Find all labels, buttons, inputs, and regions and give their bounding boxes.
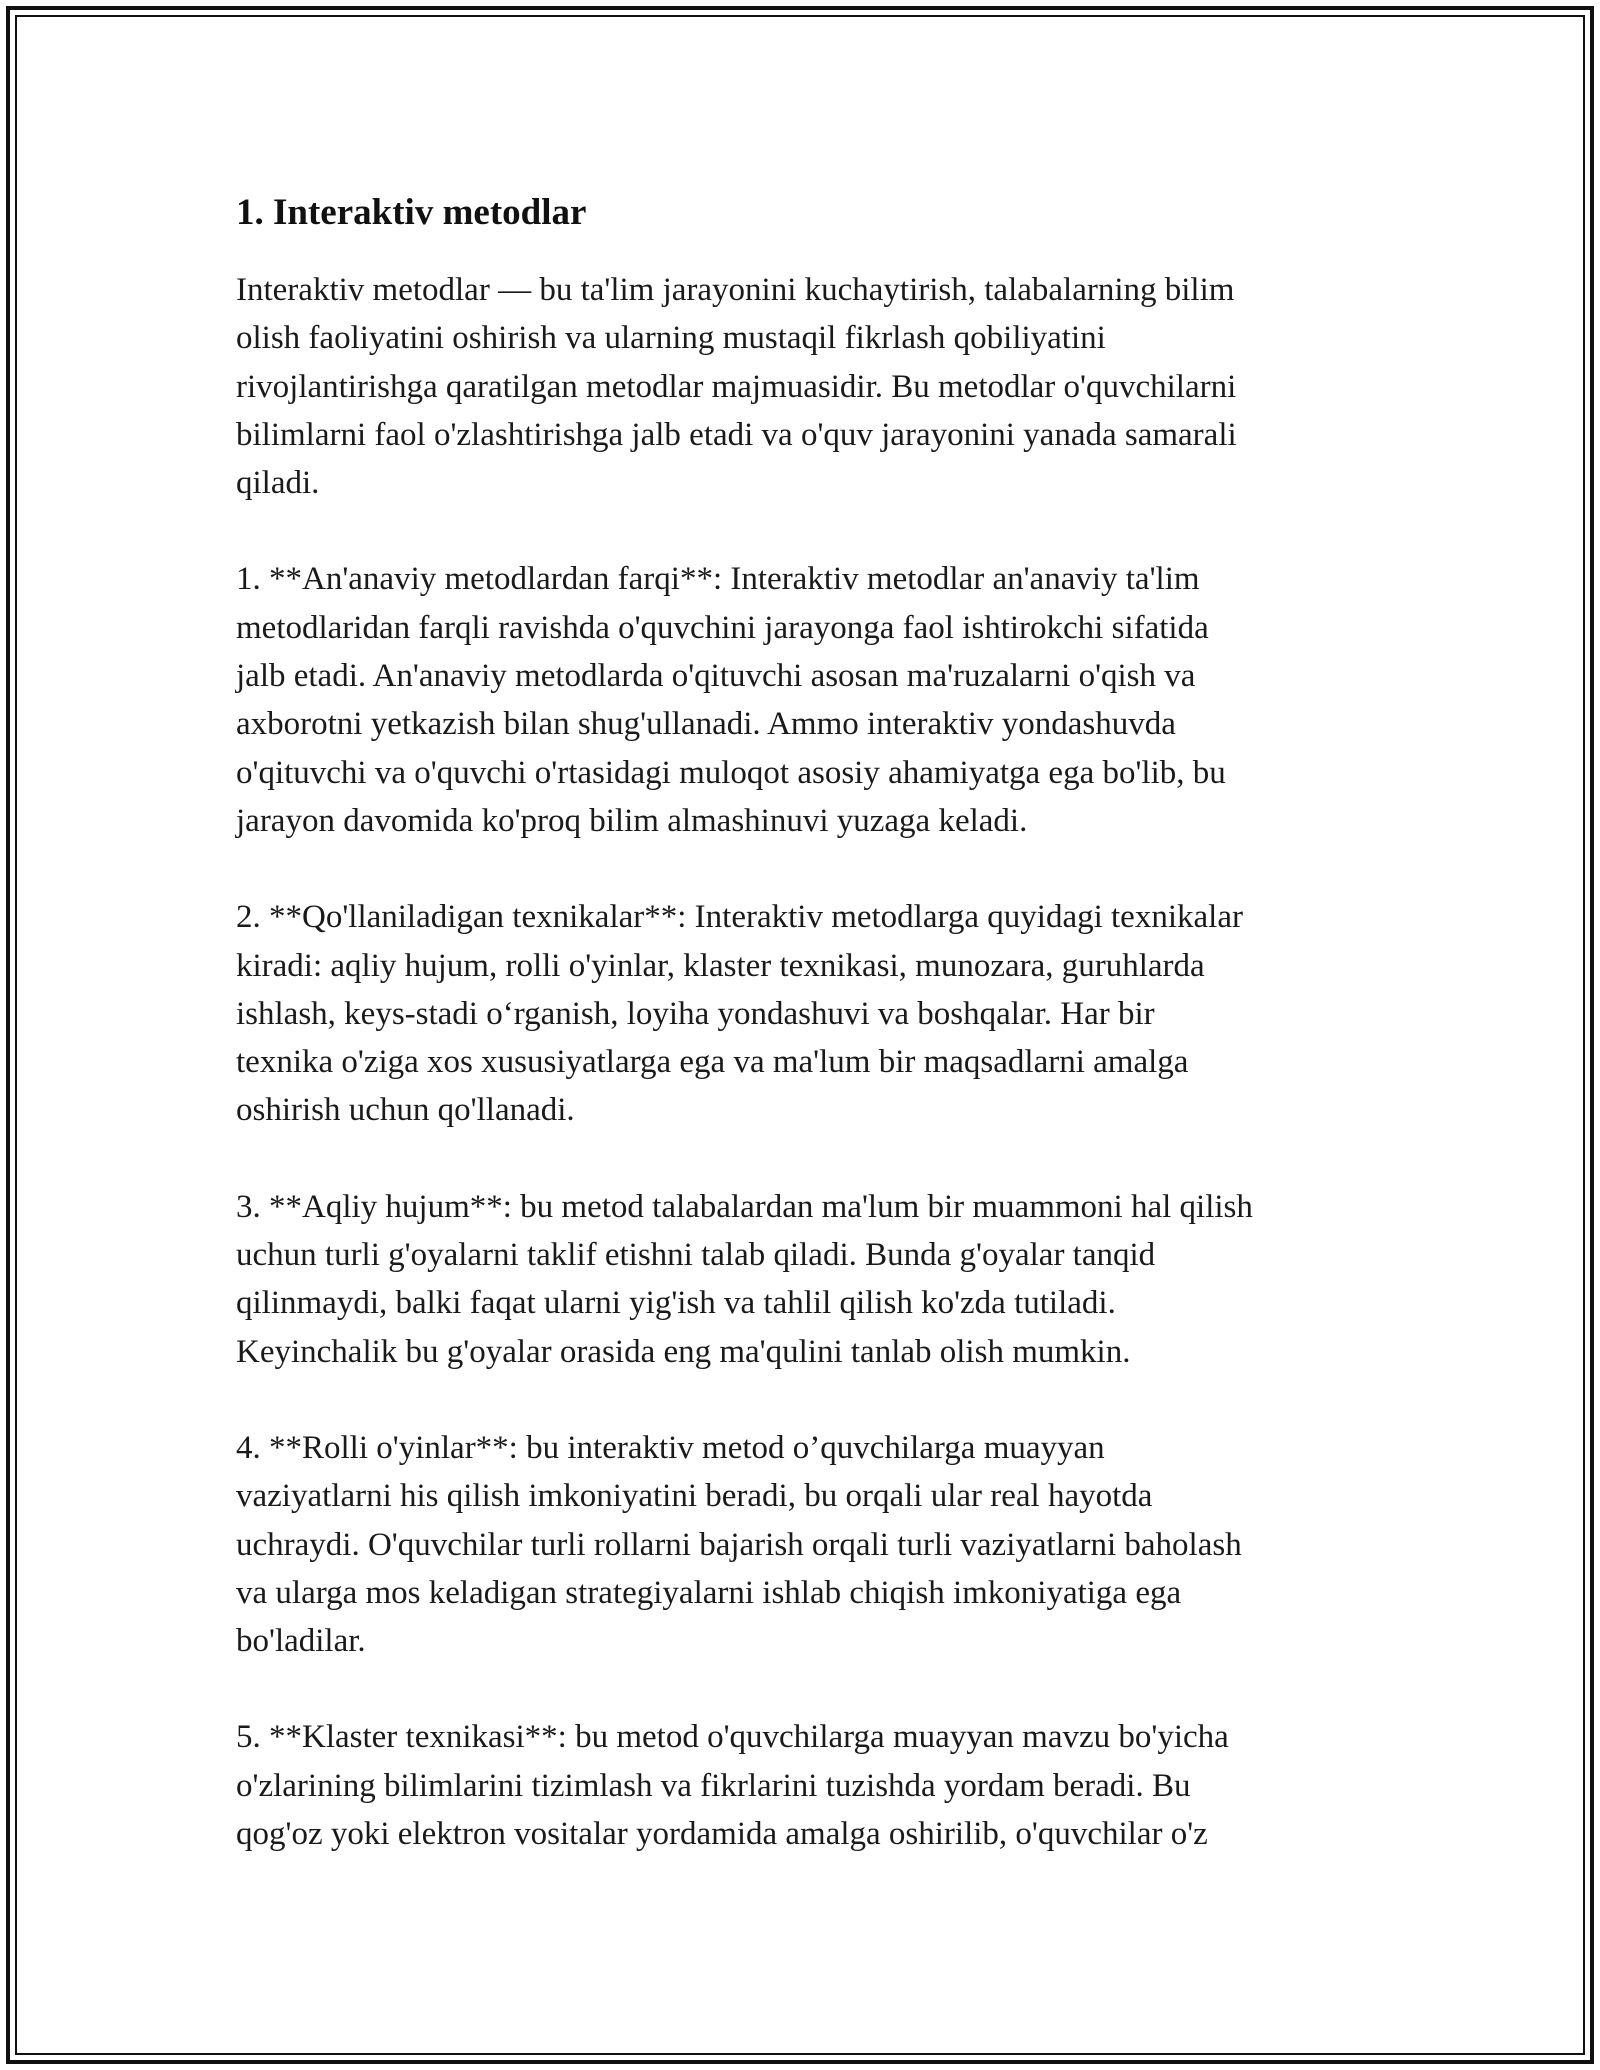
list-item-3-paragraph: 3. **Aqliy hujum**: bu metod talabalardan ma'lum bir muammoni hal qilish uchun turli g'oyalarni taklif etishni talab qiladi. Bunda g'oyalar tanqid qilinmaydi, balki faqat ularni yig'ish va tahlil qilish ko'zda tutiladi. Keyinchalik bu g'oyalar orasida eng ma'qulini tanlab olish mumkin. [236, 1188, 1253, 1370]
list-item-1-paragraph: 1. **An'anaviy metodlardan farqi**: Interaktiv metodlar an'anaviy ta'lim metodlaridan farqli ravishda o'quvchini jarayonga faol ishtirokchi sifatida jalb etadi. An'anaviy metodlarda o'qituvchi asosan ma'ruzalarni o'qish va axborotni yetkazish bilan shug'ullanadi. Ammo interaktiv yondashuvda o'qituvchi va o'quvchi o'rtasidagi muloqot asosiy ahamiyatga ega bo'lib, bu jarayon davomida ko'proq bilim almashinuvi yuzaga keladi. [236, 561, 1226, 839]
document-body [236, 186, 1386, 1906]
intro-paragraph: Interaktiv metodlar — bu ta'lim jarayonini kuchaytirish, talabalarning bilim olish faoliyatini oshirish va ularning mustaqil fikrlash qobiliyatini rivojlantirishga qaratilgan metodlar majmuasidir. Bu metodlar o'quvchilarni bilimlarni faol o'zlashtirishga jalb etadi va o'quv jarayonini yanada samarali qiladi. [236, 272, 1237, 502]
section-heading: 1. Interaktiv metodlar [236, 192, 587, 233]
list-item-2-paragraph: 2. **Qo'llaniladigan texnikalar**: Interaktiv metodlarga quyidagi texnikalar kiradi: aqliy hujum, rolli o'yinlar, klaster texnikasi, munozara, guruhlarda ishlash, keys-stadi o‘rganish, loyiha yondashuvi va boshqalar. Har bir texnika o'ziga xos xususiyatlarga ega va ma'lum bir maqsadlarni amalga oshirish uchun qo'llanadi. [236, 899, 1243, 1129]
list-item-5-paragraph: 5. **Klaster texnikasi**: bu metod o'quvchilarga muayyan mavzu bo'yicha o'zlarining bilimlarini tizimlash va fikrlarini tuzishda yordam beradi. Bu qog'oz yoki elektron vositalar yordamida amalga oshirilib, o'quvchilar o'z [236, 1719, 1229, 1853]
list-item-4-paragraph: 4. **Rolli o'yinlar**: bu interaktiv metod o’quvchilarga muayyan vaziyatlarni his qilish imkoniyatini beradi, bu orqali ular real hayotda uchraydi. O'quvchilar turli rollarni bajarish orqali turli vaziyatlarni baholash va ularga mos keladigan strategiyalarni ishlab chiqish imkoniyatiga ega bo'ladilar. [236, 1429, 1242, 1660]
